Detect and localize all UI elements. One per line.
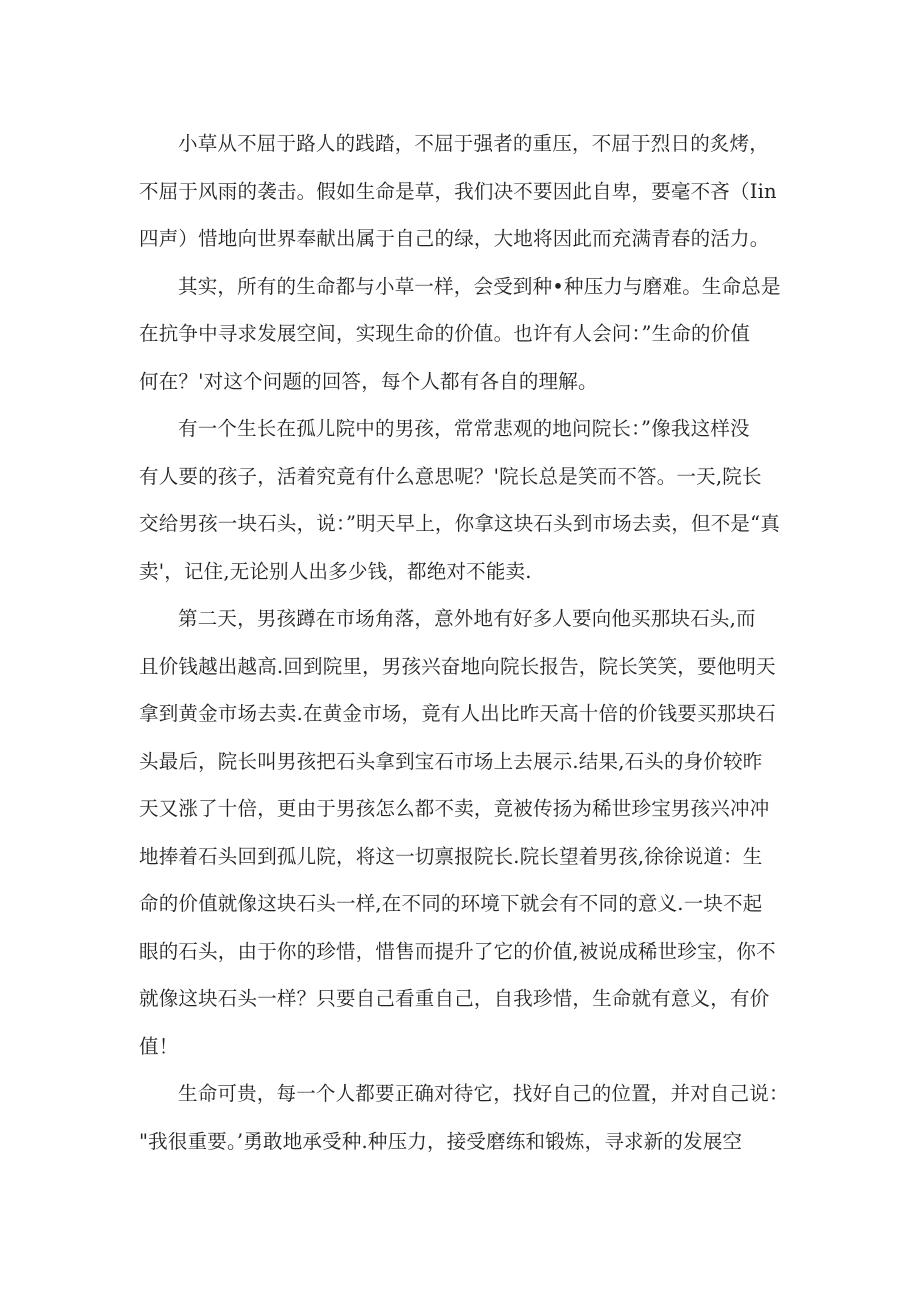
paragraph-4 bbox=[139, 595, 789, 1070]
paragraph-line: 地捧着石头回到孤儿院，将这一切禀报院长.院长望着男孩,徐徐说道：生 bbox=[139, 844, 763, 868]
paragraph-line: 不屈于风雨的袭击。假如生命是草，我们决不要因此自卑，要毫不吝（Iin bbox=[139, 179, 777, 203]
paragraph-3 bbox=[139, 405, 789, 595]
paragraph-line: 生命可贵，每一个人都要正确对待它，找好自己的位置，并对自己说： bbox=[178, 1082, 789, 1105]
paragraph-line: 在抗争中寻求发展空间，实现生命的价值。也许有人会问：”生命的价值 bbox=[139, 322, 751, 345]
paragraph-5 bbox=[139, 1070, 789, 1165]
paragraph-line: 有一个生长在孤儿院中的男孩，常常悲观的地问院长：”像我这样没 bbox=[178, 417, 750, 440]
paragraph-line: 小草从不屈于路人的践踏，不屈于强者的重压，不屈于烈日的炙烤， bbox=[178, 132, 770, 155]
paragraph-line: 其实，所有的生命都与小草一样，会受到种•种压力与磨难。生命总是 bbox=[178, 274, 781, 298]
paragraph-line: 交给男孩一块石头，说：”明天早上，你拿这块石头到市场去卖，但不是“真 bbox=[139, 512, 780, 535]
paragraph-line: 眼的石头，由于你的珍惜，惜售而提升了它的价值,被说成稀世珍宝，你不 bbox=[139, 939, 776, 963]
paragraph-line: 值！ bbox=[139, 1034, 179, 1058]
paragraph-line: 卖'，记住,无论别人出多少钱，都绝对不能卖. bbox=[139, 559, 532, 583]
paragraph-line: 天又涨了十倍，更由于男孩怎么都不卖，竟被传扬为稀世珍宝男孩兴冲冲 bbox=[139, 797, 770, 820]
paragraph-line: 有人要的孩子，活着究竟有什么意思呢？'院长总是笑而不答。一天,院长 bbox=[139, 464, 762, 488]
paragraph-line: 拿到黄金市场去卖.在黄金市场，竟有人出比昨天高十倍的价钱要买那块石 bbox=[139, 702, 776, 725]
paragraph-line: 第二天，男孩蹲在市场角落，意外地有好多人要向他买那块石头,而 bbox=[178, 607, 756, 630]
paragraph-line: 且价钱越出越高.回到院里，男孩兴奋地向院长报告，院长笑笑，要他明天 bbox=[139, 654, 776, 678]
paragraph-line: 命的价值就像这块石头一样,在不同的环境下就会有不同的意义.一块不起 bbox=[139, 892, 763, 915]
paragraph-2 bbox=[139, 263, 789, 406]
document-body bbox=[139, 120, 789, 1165]
paragraph-line: 就像这块石头一样？只要自己看重自己，自我珍惜，生命就有意义，有价 bbox=[139, 987, 770, 1010]
paragraph-line: 头最后，院长叫男孩把石头拿到宝石市场上去展示.结果,石头的身价较昨 bbox=[139, 749, 763, 773]
paragraph-line: 四声）惜地向世界奉献出属于自己的绿，大地将因此而充满青春的活力。 bbox=[139, 227, 770, 250]
paragraph-line: "我很重要。’勇敢地承受种.种压力，接受磨练和锻炼，寻求新的发展空 bbox=[139, 1129, 743, 1153]
paragraph-line: 何在？'对这个问题的回答，每个人都有各自的理解。 bbox=[139, 369, 598, 393]
paragraph-1 bbox=[139, 120, 789, 263]
